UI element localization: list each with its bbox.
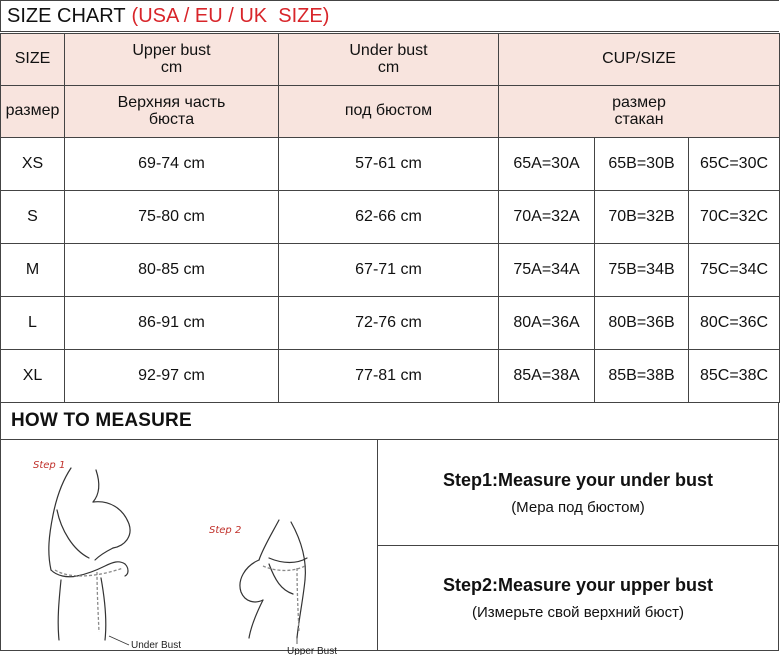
cup-cell: 75B=34B <box>595 244 689 297</box>
step1-subtitle: (Мера под бюстом) <box>511 498 645 516</box>
size-chart-region: (USA / EU / UK SIZE) <box>131 4 330 27</box>
cup-cell: 75A=34A <box>499 244 595 297</box>
header-row-ru <box>1 86 780 138</box>
cup-cell: 80A=36A <box>499 297 595 350</box>
upper-bust-label: Upper Bust <box>287 646 338 655</box>
size-cell: XL <box>1 350 65 403</box>
cup-cell: 70C=32C <box>689 191 780 244</box>
upper-bust-cell: 75-80 cm <box>65 191 279 244</box>
cup-cell: 70B=32B <box>595 191 689 244</box>
upper-bust-cell: 69-74 cm <box>65 138 279 191</box>
size-cell: L <box>1 297 65 350</box>
cup-cell: 85B=38B <box>595 350 689 403</box>
size-chart-title: SIZE CHART <box>7 4 126 27</box>
cup-cell: 65C=30C <box>689 138 780 191</box>
header-cup-size: CUP/SIZE <box>499 34 780 86</box>
how-to-measure-title: HOW TO MEASURE <box>1 403 778 440</box>
under-bust-label: Under Bust <box>131 640 182 651</box>
size-cell: M <box>1 244 65 297</box>
cup-cell: 70A=32A <box>499 191 595 244</box>
size-cell: XS <box>1 138 65 191</box>
header-upper-bust-ru: Верхняя часть бюста <box>65 86 279 138</box>
cup-cell: 75C=34C <box>689 244 780 297</box>
measurement-illustration <box>1 440 378 655</box>
cup-cell: 80B=36B <box>595 297 689 350</box>
table-row <box>1 138 780 191</box>
step2-illustration-label: Step 2 <box>209 525 242 536</box>
how-to-measure-section <box>0 402 779 655</box>
header-size: SIZE <box>1 34 65 86</box>
header-under-bust-ru: под бюстом <box>279 86 499 138</box>
table-row <box>1 191 780 244</box>
step1-title: Step1:Measure your under bust <box>442 469 714 490</box>
table-row <box>1 244 780 297</box>
step1-illustration-label: Step 1 <box>33 460 66 471</box>
measurement-figures-icon <box>1 440 377 655</box>
cup-cell: 80C=36C <box>689 297 780 350</box>
under-bust-cell: 72-76 cm <box>279 297 499 350</box>
cup-cell: 85C=38C <box>689 350 780 403</box>
step2-title: Step2:Measure your upper bust <box>442 575 714 595</box>
header-size-ru: размер <box>1 86 65 138</box>
cup-cell: 65A=30A <box>499 138 595 191</box>
under-bust-cell: 62-66 cm <box>279 191 499 244</box>
under-bust-cell: 67-71 cm <box>279 244 499 297</box>
size-cell: S <box>1 191 65 244</box>
header-cup-ru: размер стакан <box>499 86 780 138</box>
size-chart-table <box>0 33 780 403</box>
upper-bust-cell: 92-97 cm <box>65 350 279 403</box>
step2-panel <box>378 546 778 650</box>
cup-cell: 85A=38A <box>499 350 595 403</box>
upper-bust-cell: 86-91 cm <box>65 297 279 350</box>
step2-subtitle: (Измерьте свой верхний бюст) <box>472 604 684 621</box>
under-bust-cell: 57-61 cm <box>279 138 499 191</box>
header-under-bust: Under bust cm <box>279 34 499 86</box>
cup-cell: 65B=30B <box>595 138 689 191</box>
table-row <box>1 350 780 403</box>
header-row-en <box>1 34 780 86</box>
table-row <box>1 297 780 350</box>
upper-bust-cell: 80-85 cm <box>65 244 279 297</box>
step1-panel <box>378 440 778 546</box>
size-chart-title-bar <box>0 0 779 32</box>
under-bust-cell: 77-81 cm <box>279 350 499 403</box>
header-upper-bust: Upper bust cm <box>65 34 279 86</box>
